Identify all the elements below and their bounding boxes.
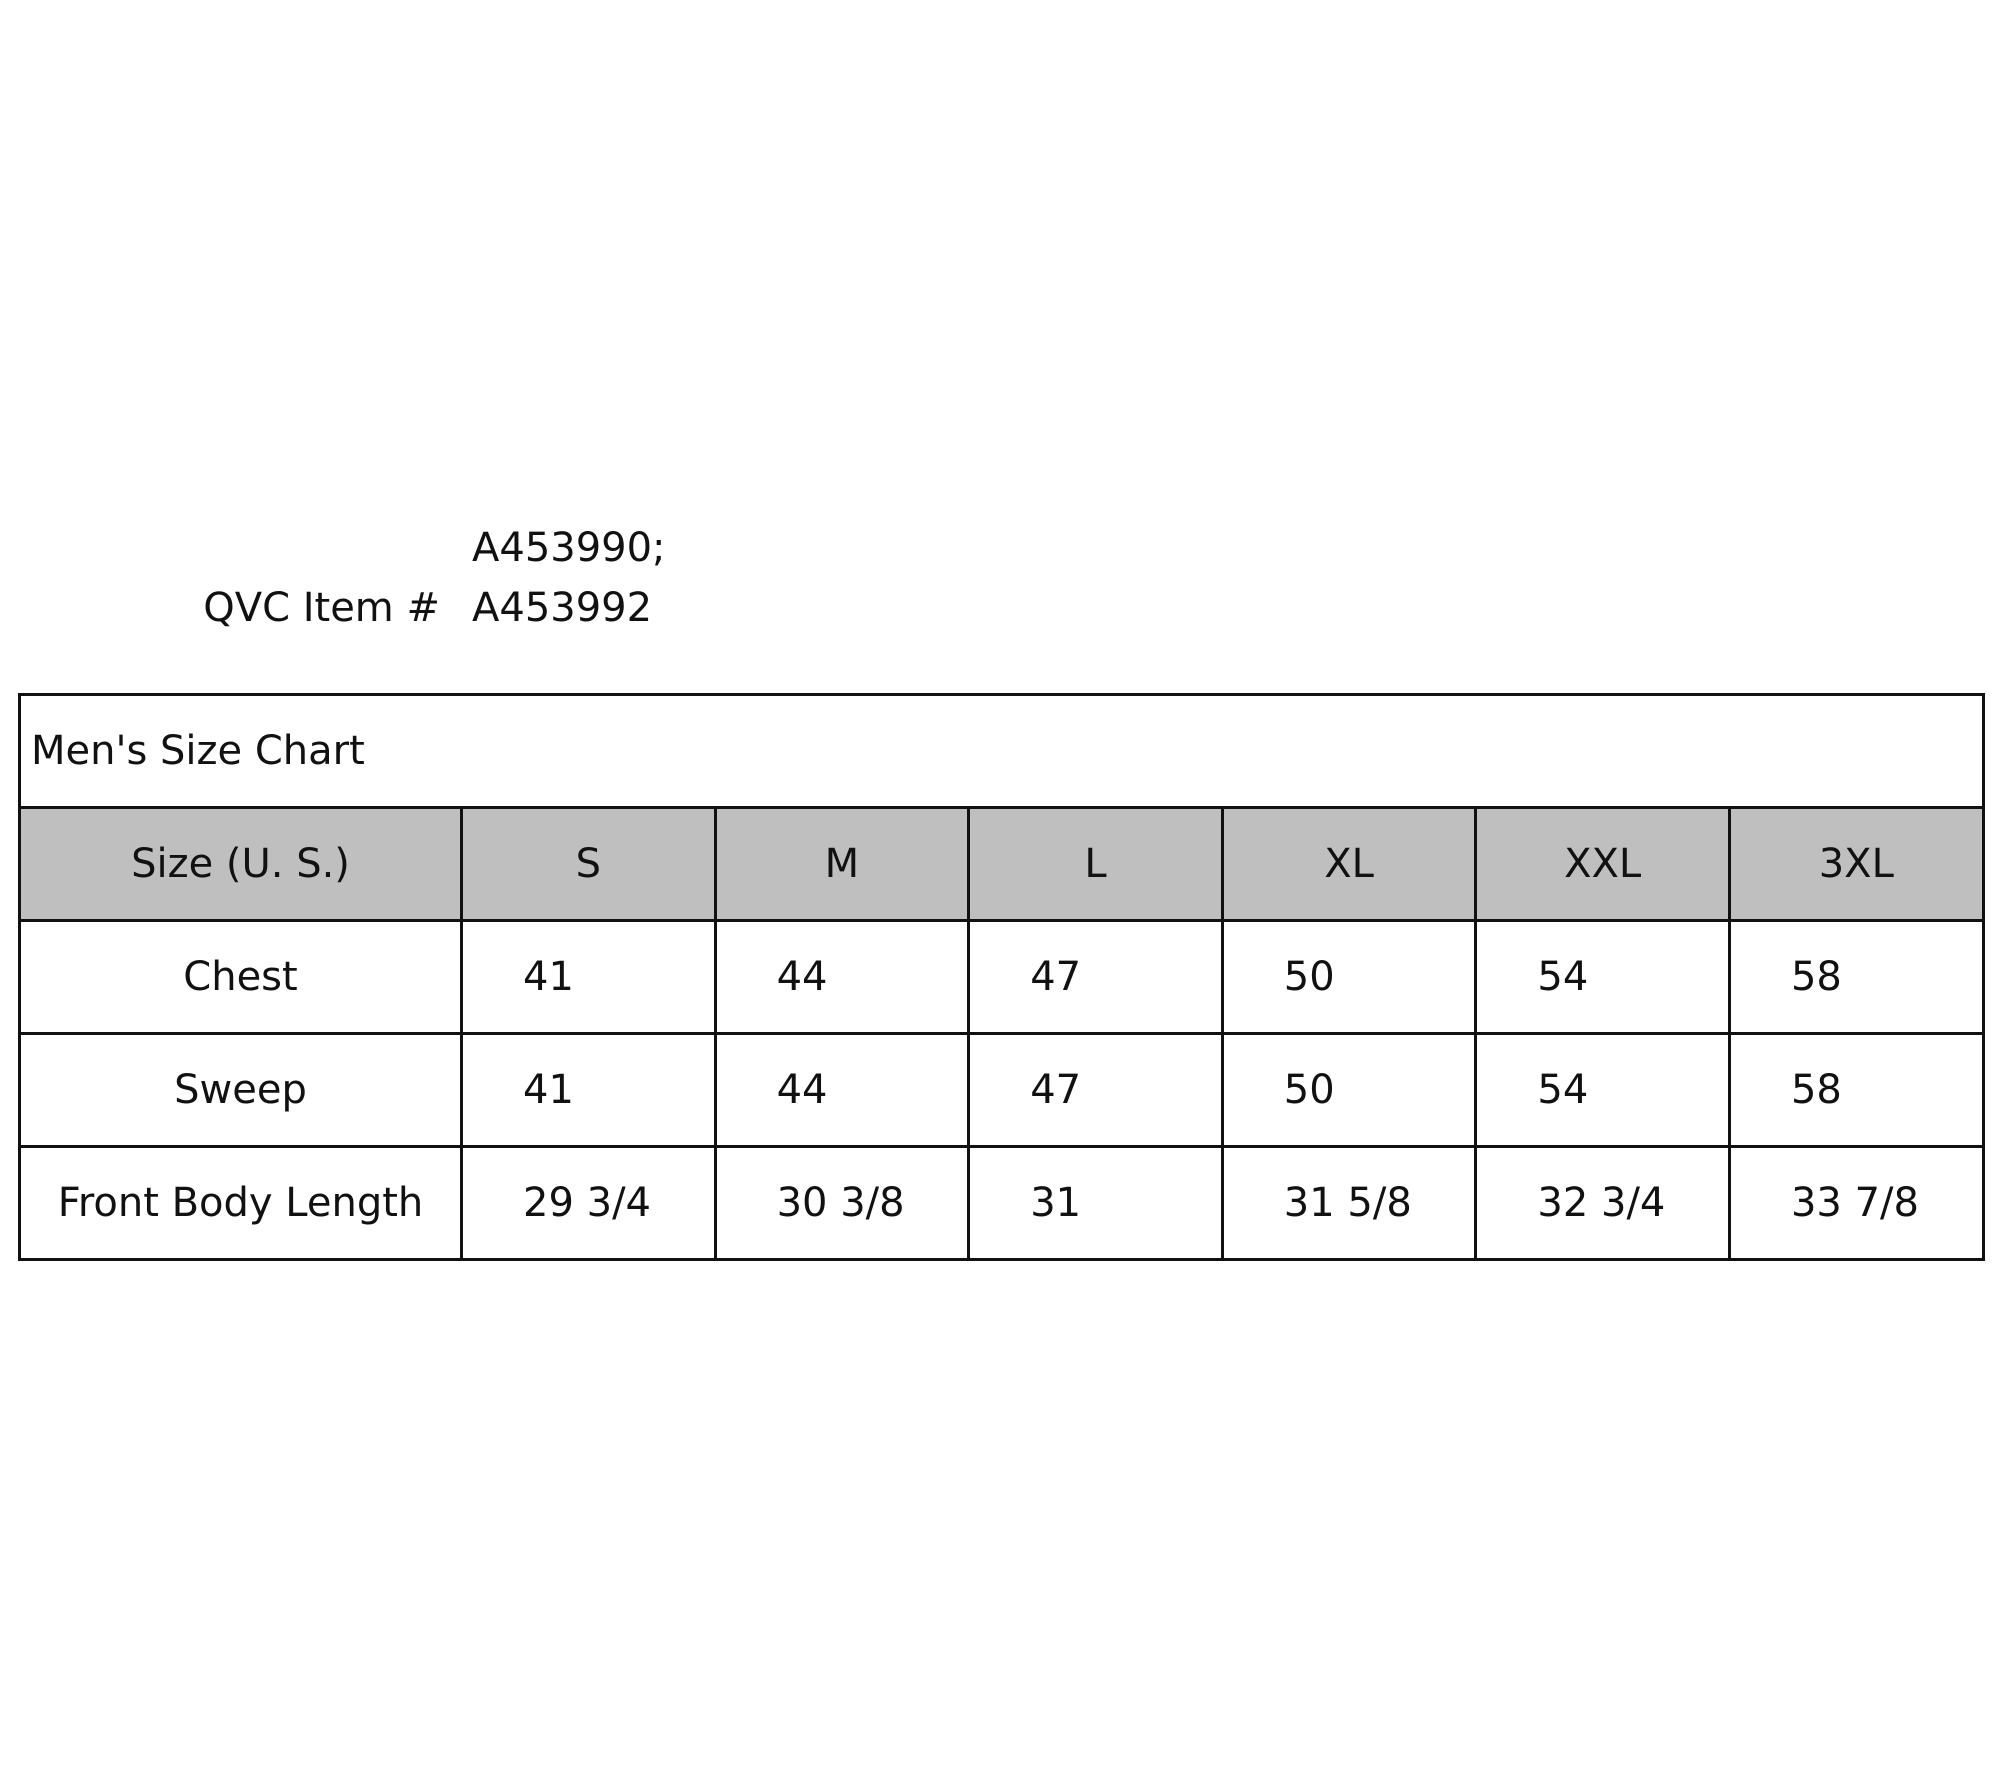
table-cell: 54 [1476,921,1730,1034]
table-row-front-body-length [20,1147,1984,1260]
table-cell: 47 [969,1034,1223,1147]
table-cell: 30 3/8 [715,1147,969,1260]
header-size-xl: XL [1222,808,1476,921]
table-header-row [20,808,1984,921]
table-title-row [20,695,1984,808]
table-cell: 58 [1729,1034,1983,1147]
row-label: Front Body Length [20,1147,462,1260]
table-cell: 50 [1222,921,1476,1034]
table-row-sweep [20,1034,1984,1147]
header-size-s: S [462,808,716,921]
header-size-label: Size (U. S.) [20,808,462,921]
qvc-item-label: QVC Item # [203,585,440,631]
header-size-l: L [969,808,1223,921]
table-cell: 50 [1222,1034,1476,1147]
table-cell: 47 [969,921,1223,1034]
table-cell: 44 [715,921,969,1034]
header-size-xxl: XXL [1476,808,1730,921]
table-cell: 33 7/8 [1729,1147,1983,1260]
table-cell: 32 3/4 [1476,1147,1730,1260]
table-cell: 41 [462,921,716,1034]
table-cell: 58 [1729,921,1983,1034]
table-cell: 29 3/4 [462,1147,716,1260]
table-cell: 41 [462,1034,716,1147]
item-number-1: A453990; [472,525,666,571]
table-cell: 54 [1476,1034,1730,1147]
header-size-3xl: 3XL [1729,808,1983,921]
row-label: Chest [20,921,462,1034]
table-title: Men's Size Chart [20,695,1984,808]
item-number-2: A453992 [472,585,653,631]
table-cell: 31 [969,1147,1223,1260]
table-cell: 31 5/8 [1222,1147,1476,1260]
table-cell: 44 [715,1034,969,1147]
header-size-m: M [715,808,969,921]
row-label: Sweep [20,1034,462,1147]
table-row-chest [20,921,1984,1034]
size-chart-table [18,693,1985,1261]
